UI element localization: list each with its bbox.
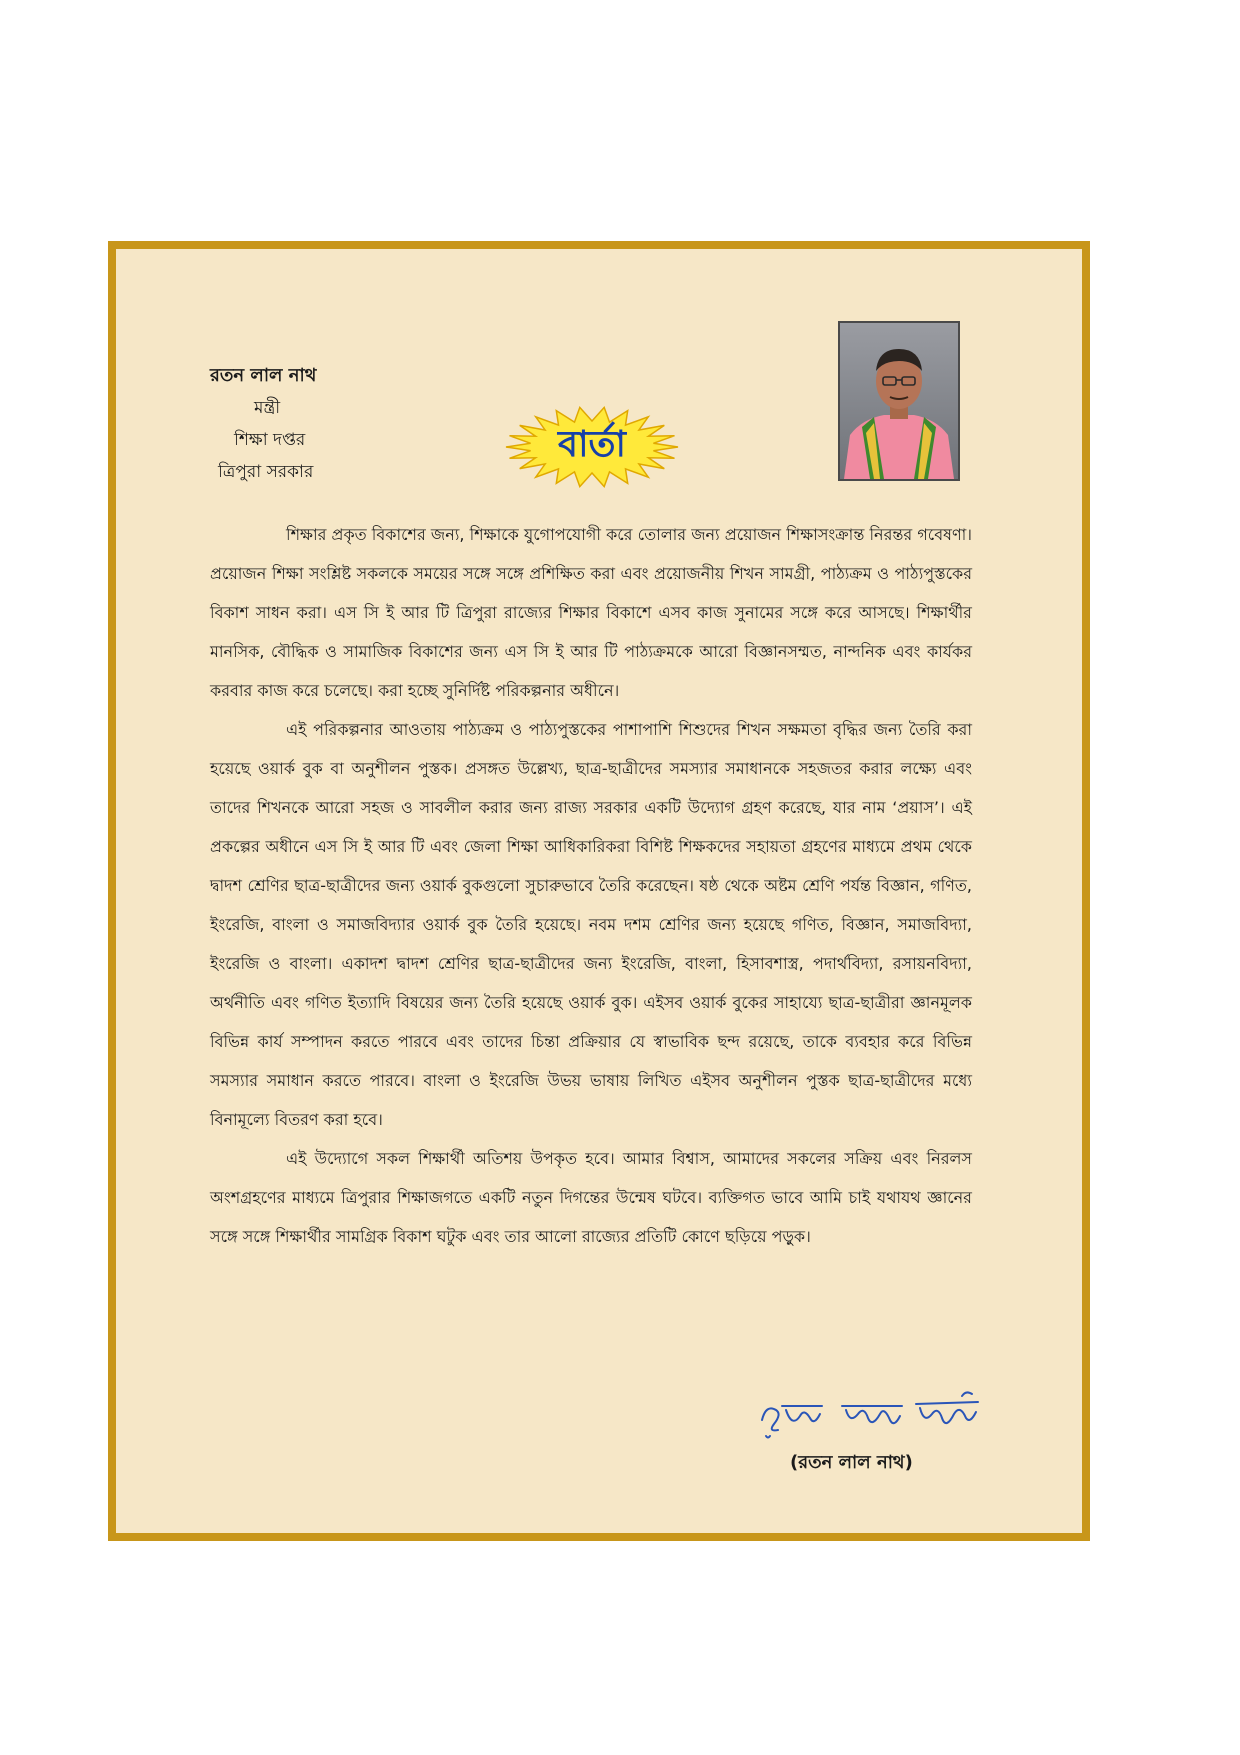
portrait-image: [840, 323, 958, 479]
paragraph-2: এই পরিকল্পনার আওতায় পাঠ্যক্রম ও পাঠ্যপুস্তকের পাশাপাশি শিশুদের শিখন সক্ষমতা বৃদ্ধির জন্য তৈরি করা হয়েছে ওয়ার্ক বুক বা অনুশীলন পুস্তক। প্রসঙ্গত উল্লেখ্য, ছাত্র-ছাত্রীদের সমস্যার সমাধানকে সহজতর করার লক্ষ্যে এবং তাদের শিখনকে আরো সহজ ও সাবলীল করার জন্য রাজ্য সরকার একটি উদ্যোগ গ্রহণ করেছে, যার নাম ‘প্রয়াস’। এই প্রকল্পের অধীনে এস সি ই আর টি এবং জেলা শিক্ষা আধিকারিকরা বিশিষ্ট শিক্ষকদের সহায়তা গ্রহণের মাধ্যমে প্রথম থেকে দ্বাদশ শ্রেণির ছাত্র-ছাত্রীদের জন্য ওয়ার্ক বুকগুলো সুচারুভাবে তৈরি করেছেন। ষষ্ঠ থেকে অষ্টম শ্রেণি পর্যন্ত বিজ্ঞান, গণিত, ইংরেজি, বাংলা ও সমাজবিদ্যার ওয়ার্ক বুক তৈরি হয়েছে। নবম দশম শ্রেণির জন্য হয়েছে গণিত, বিজ্ঞান, সমাজবিদ্যা, ইংরেজি ও বাংলা। একাদশ দ্বাদশ শ্রেণির ছাত্র-ছাত্রীদের জন্য ইংরেজি, বাংলা, হিসাবশাস্ত্র, পদার্থবিদ্যা, রসায়নবিদ্যা, অর্থনীতি এবং গণিত ইত্যাদি বিষয়ের জন্য তৈরি হয়েছে ওয়ার্ক বুক। এইসব ওয়ার্ক বুকের সাহায্যে ছাত্র-ছাত্রীরা জ্ঞানমূলক বিভিন্ন কার্য সম্পাদন করতে পারবে এবং তাদের চিন্তা প্রক্রিয়ার যে স্বাভাবিক ছন্দ রয়েছে, তাকে ব্যবহার করে বিভিন্ন সমস্যার সমাধান করতে পারবে। বাংলা ও ইংরেজি উভয় ভাষায় লিখিত এইসব অনুশীলন পুস্তক ছাত্র-ছাত্রীদের মধ্যে বিনামূল্যে বিতরণ করা হবে।: [210, 720, 972, 1129]
sender-name: রতন লাল নাথ: [210, 365, 317, 386]
message-body: [210, 515, 972, 1256]
sender-government: ত্রিপুরা সরকার: [218, 462, 314, 482]
handwritten-signature: [752, 1384, 1002, 1446]
signature-name: (রতন লাল নাথ): [790, 1452, 913, 1473]
paragraph-1: শিক্ষার প্রকৃত বিকাশের জন্য, শিক্ষাকে যুগোপযোগী করে তোলার জন্য প্রয়োজন শিক্ষাসংক্রান্ত নিরন্তর গবেষণা। প্রয়োজন শিক্ষা সংশ্লিষ্ট সকলকে সময়ের সঙ্গে সঙ্গে প্রশিক্ষিত করা এবং প্রয়োজনীয় শিখন সামগ্রী, পাঠ্যক্রম ও পাঠ্যপুস্তকের বিকাশ সাধন করা। এস সি ই আর টি ত্রিপুরা রাজ্যের শিক্ষার বিকাশে এসব কাজ সুনামের সঙ্গে করে আসছে। শিক্ষার্থীর মানসিক, বৌদ্ধিক ও সামাজিক বিকাশের জন্য এস সি ই আর টি পাঠ্যক্রমকে আরো বিজ্ঞানসম্মত, নান্দনিক এবং কার্যকর করবার কাজ করে চলেছে। করা হচ্ছে সুনির্দিষ্ট পরিকল্পনার অধীনে।: [210, 525, 972, 700]
sender-block: [210, 360, 450, 488]
title-badge-text: বার্তা: [558, 424, 626, 465]
portrait-photo: [838, 321, 960, 481]
signature-scribble: [752, 1384, 1002, 1446]
title-badge: [504, 405, 680, 489]
paragraph-3: এই উদ্যোগে সকল শিক্ষার্থী অতিশয় উপকৃত হবে। আমার বিশ্বাস, আমাদের সকলের সক্রিয় এবং নিরলস অংশগ্রহণের মাধ্যমে ত্রিপুরার শিক্ষাজগতে একটি নতুন দিগন্তের উন্মেষ ঘটবে। ব্যক্তিগত ভাবে আমি চাই যথাযথ জ্ঞানের সঙ্গে সঙ্গে শিক্ষার্থীর সামগ্রিক বিকাশ ঘটুক এবং তার আলো রাজ্যের প্রতিটি কোণে ছড়িয়ে পড়ুক।: [210, 1149, 972, 1246]
sender-designation: মন্ত্রী: [254, 398, 281, 418]
sender-department: শিক্ষা দপ্তর: [234, 430, 306, 450]
